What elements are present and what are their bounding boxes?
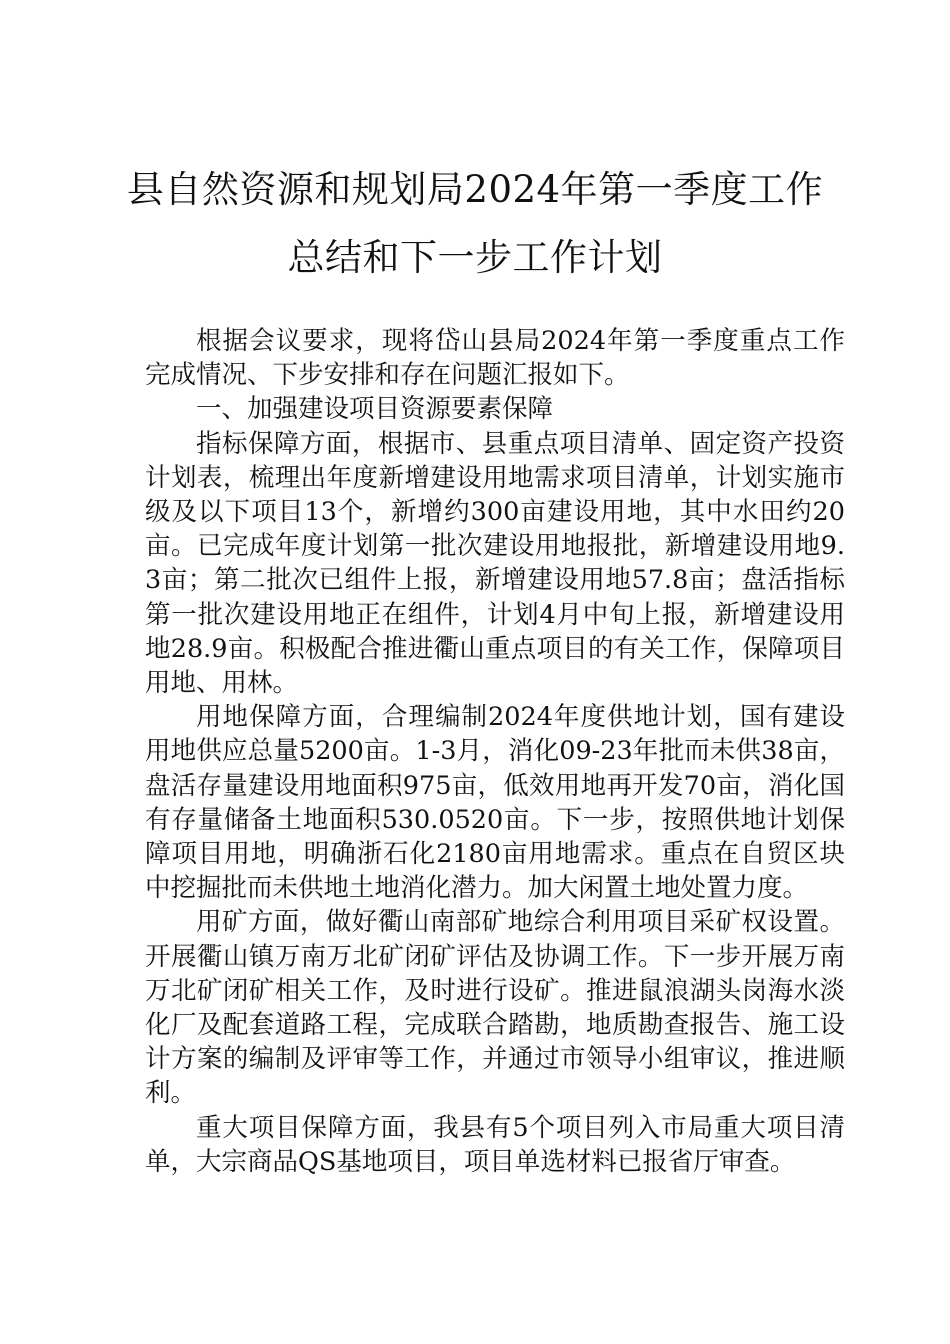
intro-paragraph: 根据会议要求，现将岱山县局2024年第一季度重点工作完成情况、下步安排和存在问题汇报如下。 — [145, 326, 845, 391]
mining-paragraph: 用矿方面，做好衢山南部矿地综合利用项目采矿权设置。开展衢山镇万南万北矿闭矿评估及协调工作。下一步开展万南万北矿闭矿相关工作，及时进行设矿。推进鼠浪湖头岗海水淡化厂及配套道路工程，完成联合踏勘，地质勘查报告、施工设计方案的编制及评审等工作，并通过市领导小组审议，推进顺利。 — [145, 907, 845, 1109]
document-body — [145, 324, 845, 1179]
document-title-line-2: 总结和下一步工作计划 — [287, 236, 663, 279]
document-title-line-1: 县自然资源和规划局2024年第一季度工作 — [126, 168, 824, 211]
major-projects-paragraph: 重大项目保障方面，我县有5个项目列入市局重大项目清单，大宗商品QS基地项目，项目单选材料已报省厅审查。 — [145, 1112, 845, 1177]
section-heading: 一、加强建设项目资源要素保障 — [196, 394, 554, 425]
land-use-guarantee-paragraph: 用地保障方面，合理编制2024年度供地计划，国有建设用地供应总量5200亩。1-3月，消化09-23年批而未供38亩，盘活存量建设用地面积975亩，低效用地再开发70亩，消化国有存量储备土地面积530.0520亩。下一步，按照供地计划保障项目用地，明确浙石化2180亩用地需求。重点在自贸区块中挖掘批而未供地土地消化潜力。加大闲置土地处置力度。 — [145, 702, 845, 904]
indicator-guarantee-paragraph: 指标保障方面，根据市、县重点项目清单、固定资产投资计划表，梳理出年度新增建设用地需求项目清单，计划实施市级及以下项目13个，新增约300亩建设用地，其中水田约20亩。已完成年度计划第一批次建设用地报批，新增建设用地9.3亩；第二批次已组件上报，新增建设用地57.8亩；盘活指标第一批次建设用地正在组件，计划4月中旬上报，新增建设用地28.9亩。积极配合推进衢山重点项目的有关工作，保障项目用地、用林。 — [145, 428, 845, 699]
